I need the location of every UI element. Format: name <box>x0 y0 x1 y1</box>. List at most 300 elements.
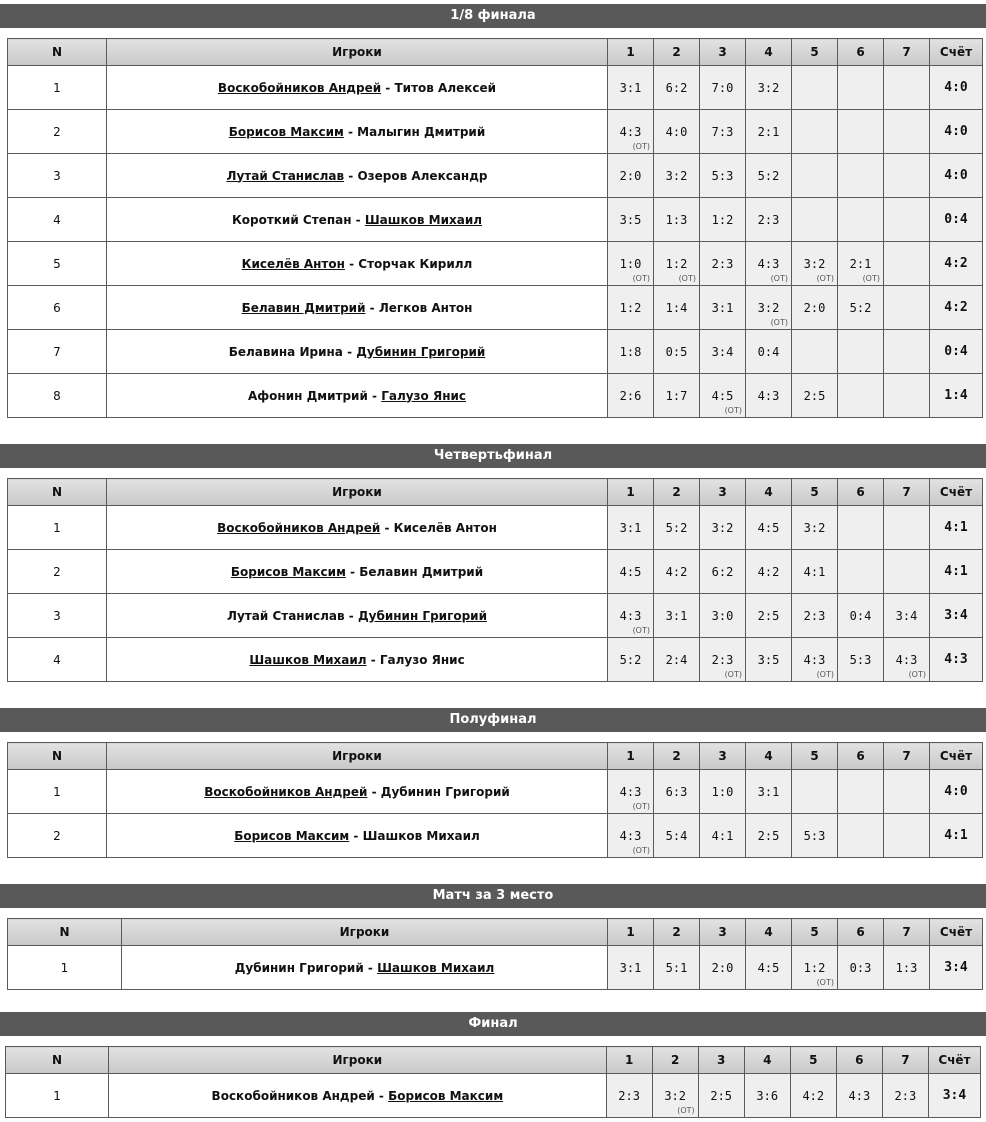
col-header-total: Счёт <box>928 1047 980 1074</box>
match-number: 1 <box>8 506 107 550</box>
set-score-value: 3:2 <box>757 80 780 95</box>
table-row <box>8 506 983 550</box>
set-score <box>838 638 884 682</box>
set-score-value: 4:2 <box>757 564 780 579</box>
set-score-value: 3:4 <box>895 608 918 623</box>
set-score-value: 2:5 <box>757 608 780 623</box>
set-score <box>838 154 884 198</box>
set-score <box>884 242 930 286</box>
set-score <box>884 198 930 242</box>
match-total: 4:2 <box>930 242 983 286</box>
set-score-value: 3:5 <box>619 212 642 227</box>
set-score-value: 5:4 <box>665 828 688 843</box>
player-1: Воскобойников Андрей <box>217 520 381 535</box>
set-score <box>746 330 792 374</box>
set-score-value: 2:0 <box>711 960 734 975</box>
set-score-value: 2:5 <box>710 1088 733 1103</box>
col-header-n: N <box>8 743 107 770</box>
col-header-set: 7 <box>882 1047 928 1074</box>
col-header-set: 7 <box>884 39 930 66</box>
stage-title: Финал <box>0 1012 986 1036</box>
match-number: 6 <box>8 286 107 330</box>
col-header-set: 4 <box>746 39 792 66</box>
col-header-set: 2 <box>654 479 700 506</box>
set-score <box>746 198 792 242</box>
table-row <box>8 198 983 242</box>
player-2: Дубинин Григорий <box>356 344 486 359</box>
set-score <box>884 506 930 550</box>
player-2: Титов Алексей <box>394 80 497 95</box>
table-row <box>8 330 983 374</box>
set-score <box>608 638 654 682</box>
set-score <box>700 330 746 374</box>
match-total: 3:4 <box>930 946 983 990</box>
vs-separator: - <box>343 124 358 139</box>
overtime-mark: (ОТ) <box>816 274 834 283</box>
match-players <box>122 946 608 990</box>
set-score-value: 4:3 <box>757 256 780 271</box>
set-score-value: 4:3 <box>619 608 642 623</box>
overtime-mark: (ОТ) <box>770 274 788 283</box>
set-score-value: 5:2 <box>757 168 780 183</box>
set-score <box>792 66 838 110</box>
match-total: 4:1 <box>930 506 983 550</box>
set-score-value: 3:2 <box>803 520 826 535</box>
match-number: 4 <box>8 638 107 682</box>
set-score <box>700 770 746 814</box>
set-score-value: 5:3 <box>849 652 872 667</box>
col-header-set: 6 <box>838 479 884 506</box>
set-score-value: 3:2 <box>664 1088 686 1103</box>
player-2: Сторчак Кирилл <box>358 256 473 271</box>
set-score <box>700 198 746 242</box>
stage-title: Полуфинал <box>0 708 986 732</box>
set-score-value: 6:2 <box>711 564 734 579</box>
set-score <box>792 110 838 154</box>
set-score <box>654 506 700 550</box>
table-row <box>8 110 983 154</box>
set-score <box>746 594 792 638</box>
set-score <box>746 946 792 990</box>
match-players <box>107 638 608 682</box>
match-total: 3:4 <box>930 594 983 638</box>
overtime-mark: (ОТ) <box>724 406 742 415</box>
set-score-value: 3:0 <box>711 608 734 623</box>
set-score <box>652 1074 698 1118</box>
set-score-value: 5:1 <box>665 960 688 975</box>
player-2: Галузо Янис <box>379 652 465 667</box>
set-score-value: 4:3 <box>757 388 780 403</box>
set-score <box>608 550 654 594</box>
set-score <box>884 638 930 682</box>
set-score-value: 2:0 <box>803 300 826 315</box>
set-score <box>746 770 792 814</box>
player-2: Киселёв Антон <box>393 520 497 535</box>
col-header-n: N <box>6 1047 109 1074</box>
set-score-value: 3:6 <box>756 1088 779 1103</box>
set-score <box>838 550 884 594</box>
stage-title: Матч за 3 место <box>0 884 986 908</box>
set-score-value: 2:5 <box>803 388 826 403</box>
set-score <box>884 946 930 990</box>
match-players <box>107 110 608 154</box>
set-score <box>654 814 700 858</box>
vs-separator: - <box>374 1088 389 1103</box>
set-score <box>792 374 838 418</box>
match-players <box>107 770 608 814</box>
set-score-value: 3:2 <box>665 168 688 183</box>
set-score-value: 3:1 <box>619 80 642 95</box>
col-header-set: 6 <box>838 743 884 770</box>
player-2: Галузо Янис <box>381 388 467 403</box>
set-score <box>792 506 838 550</box>
set-score <box>884 286 930 330</box>
set-score <box>654 946 700 990</box>
set-score <box>608 770 654 814</box>
vs-separator: - <box>344 608 358 623</box>
set-score <box>700 374 746 418</box>
match-players <box>107 330 608 374</box>
set-score <box>884 154 930 198</box>
set-score-value: 0:3 <box>849 960 872 975</box>
player-2: Шашков Михаил <box>362 828 480 843</box>
player-1: Шашков Михаил <box>249 652 367 667</box>
col-header-set: 7 <box>884 919 930 946</box>
col-header-players: Игроки <box>122 919 608 946</box>
set-score-value: 1:2 <box>619 300 642 315</box>
set-score-value: 2:6 <box>619 388 642 403</box>
set-score-value: 1:2 <box>803 960 826 975</box>
table-row <box>8 550 983 594</box>
set-score <box>882 1074 928 1118</box>
match-number: 3 <box>8 154 107 198</box>
overtime-mark: (ОТ) <box>678 274 696 283</box>
stage-title: 1/8 финала <box>0 4 986 28</box>
set-score-value: 1:3 <box>895 960 918 975</box>
vs-separator: - <box>351 212 365 227</box>
col-header-set: 3 <box>700 919 746 946</box>
col-header-players: Игроки <box>107 479 608 506</box>
match-players <box>107 550 608 594</box>
set-score <box>792 594 838 638</box>
set-score <box>746 638 792 682</box>
table-row <box>8 66 983 110</box>
player-1: Дубинин Григорий <box>234 960 364 975</box>
set-score <box>700 110 746 154</box>
set-score <box>700 66 746 110</box>
col-header-set: 4 <box>746 919 792 946</box>
set-score-value: 6:3 <box>665 784 688 799</box>
col-header-set: 3 <box>700 743 746 770</box>
set-score-value: 1:8 <box>619 344 642 359</box>
set-score-value: 4:3 <box>619 124 642 139</box>
set-score-value: 5:2 <box>665 520 688 535</box>
col-header-set: 4 <box>746 479 792 506</box>
set-score-value: 0:5 <box>665 344 688 359</box>
set-score <box>838 198 884 242</box>
set-score-value: 2:0 <box>619 168 642 183</box>
player-1: Киселёв Антон <box>241 256 345 271</box>
overtime-mark: (ОТ) <box>724 670 742 679</box>
vs-separator: - <box>342 344 357 359</box>
player-2: Белавин Дмитрий <box>359 564 484 579</box>
table-header-row <box>6 1047 981 1074</box>
set-score-value: 4:5 <box>757 960 780 975</box>
col-header-n: N <box>8 479 107 506</box>
set-score <box>700 550 746 594</box>
set-score <box>792 330 838 374</box>
match-total: 0:4 <box>930 198 983 242</box>
set-score <box>606 1074 652 1118</box>
set-score-value: 6:2 <box>665 80 688 95</box>
vs-separator: - <box>381 80 395 95</box>
col-header-set: 5 <box>792 919 838 946</box>
set-score <box>654 594 700 638</box>
col-header-n: N <box>8 39 107 66</box>
set-score-value: 4:3 <box>895 652 918 667</box>
overtime-mark: (ОТ) <box>632 626 650 635</box>
table-row <box>6 1074 981 1118</box>
match-total: 4:3 <box>930 638 983 682</box>
col-header-total: Счёт <box>930 743 983 770</box>
set-score <box>608 330 654 374</box>
set-score <box>838 242 884 286</box>
table-header-row <box>8 39 983 66</box>
set-score <box>884 66 930 110</box>
set-score-value: 4:3 <box>848 1088 871 1103</box>
set-score <box>744 1074 790 1118</box>
player-1: Короткий Степан <box>231 212 352 227</box>
col-header-set: 1 <box>608 743 654 770</box>
set-score-value: 4:3 <box>619 828 642 843</box>
set-score <box>838 374 884 418</box>
match-total: 4:0 <box>930 110 983 154</box>
match-number: 2 <box>8 110 107 154</box>
set-score <box>700 946 746 990</box>
set-score-value: 1:0 <box>711 784 734 799</box>
player-2: Дубинин Григорий <box>380 784 510 799</box>
table-header-row <box>8 919 983 946</box>
set-score-value: 2:1 <box>849 256 872 271</box>
col-header-set: 3 <box>700 479 746 506</box>
set-score <box>700 506 746 550</box>
col-header-set: 4 <box>746 743 792 770</box>
set-score-value: 2:3 <box>803 608 826 623</box>
col-header-set: 7 <box>884 743 930 770</box>
set-score-value: 7:0 <box>711 80 734 95</box>
set-score <box>746 66 792 110</box>
table-row <box>8 374 983 418</box>
vs-separator: - <box>345 564 360 579</box>
vs-separator: - <box>365 300 379 315</box>
match-number: 3 <box>8 594 107 638</box>
set-score <box>884 330 930 374</box>
match-players <box>109 1074 607 1118</box>
overtime-mark: (ОТ) <box>816 978 834 987</box>
set-score <box>838 286 884 330</box>
player-1: Лутай Станислав <box>226 168 345 183</box>
set-score-value: 2:1 <box>757 124 780 139</box>
col-header-set: 6 <box>838 919 884 946</box>
set-score <box>698 1074 744 1118</box>
set-score <box>608 594 654 638</box>
set-score <box>746 286 792 330</box>
set-score <box>654 330 700 374</box>
set-score-value: 3:2 <box>803 256 826 271</box>
set-score-value: 3:5 <box>757 652 780 667</box>
match-total: 4:1 <box>930 814 983 858</box>
set-score <box>884 770 930 814</box>
set-score <box>700 594 746 638</box>
set-score-value: 5:3 <box>803 828 826 843</box>
set-score <box>700 242 746 286</box>
match-players <box>107 154 608 198</box>
match-number: 4 <box>8 198 107 242</box>
col-header-set: 7 <box>884 479 930 506</box>
set-score <box>884 594 930 638</box>
player-1: Белавин Дмитрий <box>241 300 366 315</box>
set-score <box>746 374 792 418</box>
match-number: 1 <box>8 946 122 990</box>
match-total: 3:4 <box>928 1074 980 1118</box>
vs-separator: - <box>344 168 358 183</box>
set-score <box>608 506 654 550</box>
set-score-value: 5:2 <box>849 300 872 315</box>
player-1: Воскобойников Андрей <box>204 784 368 799</box>
set-score-value: 4:2 <box>665 564 688 579</box>
col-header-set: 1 <box>606 1047 652 1074</box>
set-score-value: 4:2 <box>802 1088 825 1103</box>
vs-separator: - <box>344 256 359 271</box>
overtime-mark: (ОТ) <box>677 1106 695 1115</box>
match-total: 1:4 <box>930 374 983 418</box>
set-score <box>654 110 700 154</box>
match-number: 1 <box>8 770 107 814</box>
set-score <box>654 550 700 594</box>
col-header-set: 6 <box>838 39 884 66</box>
set-score <box>654 770 700 814</box>
set-score-value: 3:1 <box>619 960 642 975</box>
col-header-players: Игроки <box>107 743 608 770</box>
match-number: 7 <box>8 330 107 374</box>
set-score-value: 3:2 <box>757 300 780 315</box>
col-header-set: 2 <box>654 919 700 946</box>
player-2: Легков Антон <box>378 300 473 315</box>
set-score-value: 3:1 <box>665 608 688 623</box>
set-score <box>838 66 884 110</box>
set-score <box>790 1074 836 1118</box>
set-score-value: 2:3 <box>711 256 734 271</box>
match-number: 1 <box>8 66 107 110</box>
results-table <box>7 478 983 682</box>
set-score <box>838 814 884 858</box>
set-score <box>792 286 838 330</box>
col-header-set: 3 <box>700 39 746 66</box>
set-score-value: 2:4 <box>665 652 688 667</box>
set-score <box>792 198 838 242</box>
col-header-set: 6 <box>836 1047 882 1074</box>
set-score-value: 7:3 <box>711 124 734 139</box>
overtime-mark: (ОТ) <box>632 142 650 151</box>
player-2: Борисов Максим <box>388 1088 504 1103</box>
table-row <box>8 286 983 330</box>
set-score <box>884 110 930 154</box>
set-score-value: 3:2 <box>711 520 734 535</box>
vs-separator: - <box>367 784 381 799</box>
set-score <box>836 1074 882 1118</box>
match-number: 2 <box>8 550 107 594</box>
set-score <box>884 374 930 418</box>
match-number: 1 <box>6 1074 109 1118</box>
table-row <box>8 946 983 990</box>
set-score-value: 2:3 <box>894 1088 917 1103</box>
set-score-value: 1:0 <box>619 256 642 271</box>
player-1: Борисов Максим <box>234 828 350 843</box>
match-players <box>107 286 608 330</box>
set-score-value: 5:2 <box>619 652 642 667</box>
set-score <box>838 506 884 550</box>
col-header-set: 2 <box>654 743 700 770</box>
overtime-mark: (ОТ) <box>632 846 650 855</box>
col-header-total: Счёт <box>930 479 983 506</box>
set-score <box>838 770 884 814</box>
vs-separator: - <box>366 652 380 667</box>
match-players <box>107 814 608 858</box>
set-score-value: 2:5 <box>757 828 780 843</box>
set-score-value: 1:4 <box>665 300 688 315</box>
vs-separator: - <box>380 520 394 535</box>
set-score <box>654 198 700 242</box>
set-score <box>608 946 654 990</box>
set-score-value: 4:5 <box>757 520 780 535</box>
set-score <box>792 770 838 814</box>
vs-separator: - <box>349 828 363 843</box>
vs-separator: - <box>363 960 378 975</box>
overtime-mark: (ОТ) <box>908 670 926 679</box>
table-row <box>8 638 983 682</box>
set-score-value: 3:4 <box>711 344 734 359</box>
set-score-value: 4:0 <box>665 124 688 139</box>
set-score-value: 2:3 <box>711 652 734 667</box>
set-score-value: 4:5 <box>711 388 734 403</box>
set-score <box>654 374 700 418</box>
player-2: Малыгин Дмитрий <box>357 124 486 139</box>
set-score <box>884 814 930 858</box>
set-score <box>608 198 654 242</box>
col-header-players: Игроки <box>109 1047 607 1074</box>
match-players <box>107 242 608 286</box>
col-header-set: 2 <box>652 1047 698 1074</box>
set-score <box>792 638 838 682</box>
set-score <box>700 814 746 858</box>
table-row <box>8 770 983 814</box>
set-score <box>700 638 746 682</box>
results-table <box>7 742 983 858</box>
player-2: Шашков Михаил <box>364 212 483 227</box>
match-number: 5 <box>8 242 107 286</box>
set-score-value: 2:3 <box>757 212 780 227</box>
player-1: Борисов Максим <box>230 564 346 579</box>
player-2: Дубинин Григорий <box>357 608 487 623</box>
match-total: 4:1 <box>930 550 983 594</box>
overtime-mark: (ОТ) <box>632 802 650 811</box>
table-row <box>8 242 983 286</box>
player-2: Шашков Михаил <box>377 960 495 975</box>
set-score-value: 3:1 <box>619 520 642 535</box>
set-score-value: 0:4 <box>757 344 780 359</box>
results-table <box>7 38 983 418</box>
player-2: Озеров Александр <box>357 168 488 183</box>
